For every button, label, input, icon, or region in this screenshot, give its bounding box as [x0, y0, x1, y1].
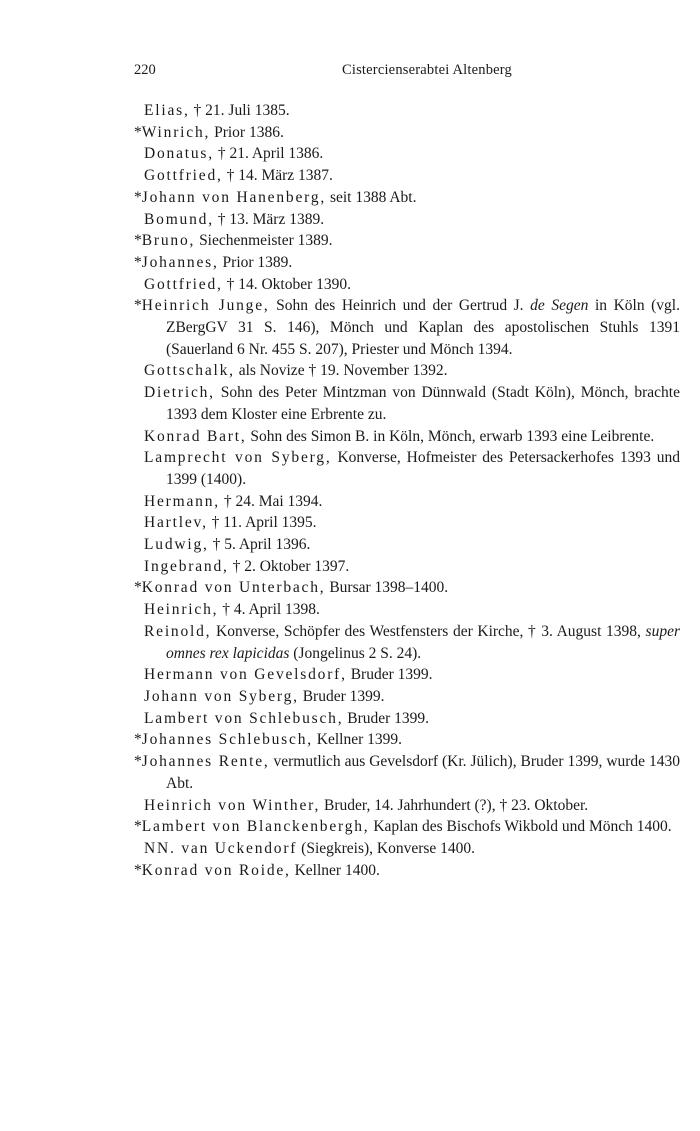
- entry-name: Johannes Schlebusch,: [141, 731, 313, 749]
- entry-asterisk: *: [134, 188, 142, 206]
- entry: [134, 534, 680, 556]
- entry-asterisk: *: [134, 297, 142, 315]
- entry: [134, 447, 680, 490]
- entry-text: † 21. April 1386.: [213, 145, 324, 163]
- entry: [134, 230, 680, 252]
- entry-text: † 2. Oktober 1397.: [228, 557, 350, 575]
- entry: [134, 816, 680, 838]
- entry-text: Konverse, Schöpfer des Westfensters der Kirche, † 3. August 1398,: [211, 622, 646, 640]
- entry: [134, 512, 680, 534]
- entry-asterisk: *: [134, 579, 142, 597]
- entry: [134, 143, 680, 165]
- page-number: 220: [134, 62, 156, 78]
- entry-name: Ingebrand,: [144, 557, 229, 575]
- entry-text: † 4. April 1398.: [218, 601, 320, 619]
- entry: [134, 686, 680, 708]
- entry-name: Bomund,: [144, 210, 214, 228]
- entry-name: Reinold,: [144, 622, 212, 640]
- entry-name: Johannes Rente,: [141, 753, 270, 771]
- entry-name: Heinrich Junge,: [141, 297, 270, 315]
- entry: [134, 209, 680, 231]
- entry-asterisk: *: [134, 731, 142, 749]
- entry-text: Konverse, Hofmeister des Petersackerhofes 1393 und 1399 (1400).: [166, 449, 680, 488]
- entry-text: in Köln (vgl. ZBergGV 31 S. 146), Mönch und Kaplan des apostolischen Stuhls 1391 (Sauerland 6 Nr. 455 S. 207), Priester und Mönch 1394.: [166, 297, 680, 358]
- entry: [134, 556, 680, 578]
- entry-list: [134, 100, 680, 881]
- entry: [134, 751, 680, 794]
- entry-name: Dietrich,: [144, 384, 215, 402]
- entry-name: Lambert von Blanckenbergh,: [141, 818, 370, 836]
- entry-asterisk: *: [134, 232, 142, 250]
- entry-name: Johannes,: [141, 253, 219, 271]
- entry-text-italic: super omnes rex lapicidas: [166, 622, 680, 662]
- entry-text-italic: de Segen: [530, 297, 589, 315]
- entry-name: Johann von Syberg,: [144, 687, 299, 705]
- entry-name: Konrad Bart,: [144, 427, 247, 445]
- entry: [134, 860, 680, 882]
- entry: [134, 274, 680, 296]
- entry-text: Kellner 1400.: [290, 861, 380, 879]
- entry-name: NN. van Uckendorf: [144, 839, 298, 857]
- entry-text: † 14. März 1387.: [222, 167, 333, 185]
- entry-name: Konrad von Unterbach,: [141, 579, 326, 597]
- entry-name: Gottschalk,: [144, 362, 235, 380]
- entry-text: † 13. März 1389.: [213, 210, 325, 228]
- entry-name: Gottfried,: [144, 167, 223, 185]
- entry-text: † 5. April 1396.: [208, 536, 311, 554]
- entry: [134, 187, 680, 209]
- entry: [134, 838, 680, 860]
- entry-text: vermutlich aus Gevelsdorf (Kr. Jülich), Bruder 1399, wurde 1430 Abt.: [166, 753, 681, 792]
- entry: [134, 708, 680, 730]
- entry: [134, 382, 680, 425]
- entry-name: Hermann von Gevelsdorf,: [144, 666, 347, 684]
- entry-text: † 14. Oktober 1390.: [222, 275, 351, 293]
- entry-text: (Jongelinus 2 S. 24).: [289, 644, 422, 662]
- entry-text: Sohn des Peter Mintzman von Dünnwald (Stadt Köln), Mönch, brachte 1393 dem Kloster eine Erbrente zu.: [166, 384, 680, 423]
- entry-text: Kaplan des Bischofs Wikbold und Mönch 1400.: [369, 818, 672, 836]
- entry-text: Bruder, 14. Jahrhundert (?), † 23. Oktober.: [320, 796, 589, 814]
- entry-asterisk: *: [134, 253, 142, 271]
- entry-name: Ludwig,: [144, 536, 209, 554]
- entry: [134, 295, 680, 360]
- entry-name: Hartlev,: [144, 514, 208, 532]
- entry-name: Hermann,: [144, 492, 220, 510]
- entry: [134, 664, 680, 686]
- entry-name: Winrich,: [141, 123, 211, 141]
- entry-asterisk: *: [134, 753, 142, 771]
- entry-name: Lambert von Schlebusch,: [144, 709, 344, 727]
- entry-text: seit 1388 Abt.: [326, 188, 417, 206]
- entry-asterisk: *: [134, 123, 142, 141]
- entry-name: Donatus,: [144, 145, 214, 163]
- entry-text: Bruder 1399.: [343, 709, 430, 727]
- entry: [134, 729, 680, 751]
- entry: [134, 426, 680, 448]
- entry-text: Kellner 1399.: [312, 731, 403, 749]
- entry-text: † 11. April 1395.: [207, 514, 317, 532]
- entry-name: Lamprecht von Syberg,: [144, 449, 332, 467]
- entry-text: Bruder 1399.: [298, 687, 385, 705]
- entry-text: Bursar 1398–1400.: [325, 579, 449, 597]
- entry-name: Heinrich von Winther,: [144, 796, 321, 814]
- entry-asterisk: *: [134, 861, 142, 879]
- entry-text: Prior 1389.: [218, 253, 293, 271]
- entry-text: Bruder 1399.: [346, 666, 433, 684]
- entry: [134, 577, 680, 599]
- entry-text: † 24. Mai 1394.: [219, 492, 323, 510]
- entry: [134, 100, 680, 122]
- entry: [134, 165, 680, 187]
- entry-text: Siechenmeister 1389.: [195, 232, 333, 250]
- entry-name: Bruno,: [141, 232, 196, 250]
- running-title: Cistercienserabtei Altenberg: [341, 62, 512, 78]
- entry: [134, 795, 680, 817]
- entry-text: Prior 1386.: [210, 123, 284, 141]
- entry-name: Heinrich,: [144, 601, 219, 619]
- entry: [134, 252, 680, 274]
- entry: [134, 122, 680, 144]
- entry-text: als Novize † 19. November 1392.: [234, 362, 448, 380]
- entry-text: (Siegkreis), Konverse 1400.: [297, 839, 476, 857]
- entry-text: Sohn des Simon B. in Köln, Mönch, erwarb 1393 eine Leibrente.: [246, 427, 655, 445]
- entry: [134, 491, 680, 513]
- entry: [134, 621, 680, 664]
- entry-name: Johann von Hanenberg,: [141, 188, 327, 206]
- entry-asterisk: *: [134, 818, 142, 836]
- entry-text: † 21. Juli 1385.: [189, 102, 290, 119]
- entry-name: Konrad von Roide,: [141, 861, 291, 879]
- entry-name: Gottfried,: [144, 275, 223, 293]
- entry-name: Elias,: [144, 102, 190, 119]
- entry-text: Sohn des Heinrich und der Gertrud J.: [269, 297, 531, 315]
- entry: [134, 360, 680, 382]
- entry: [134, 599, 680, 621]
